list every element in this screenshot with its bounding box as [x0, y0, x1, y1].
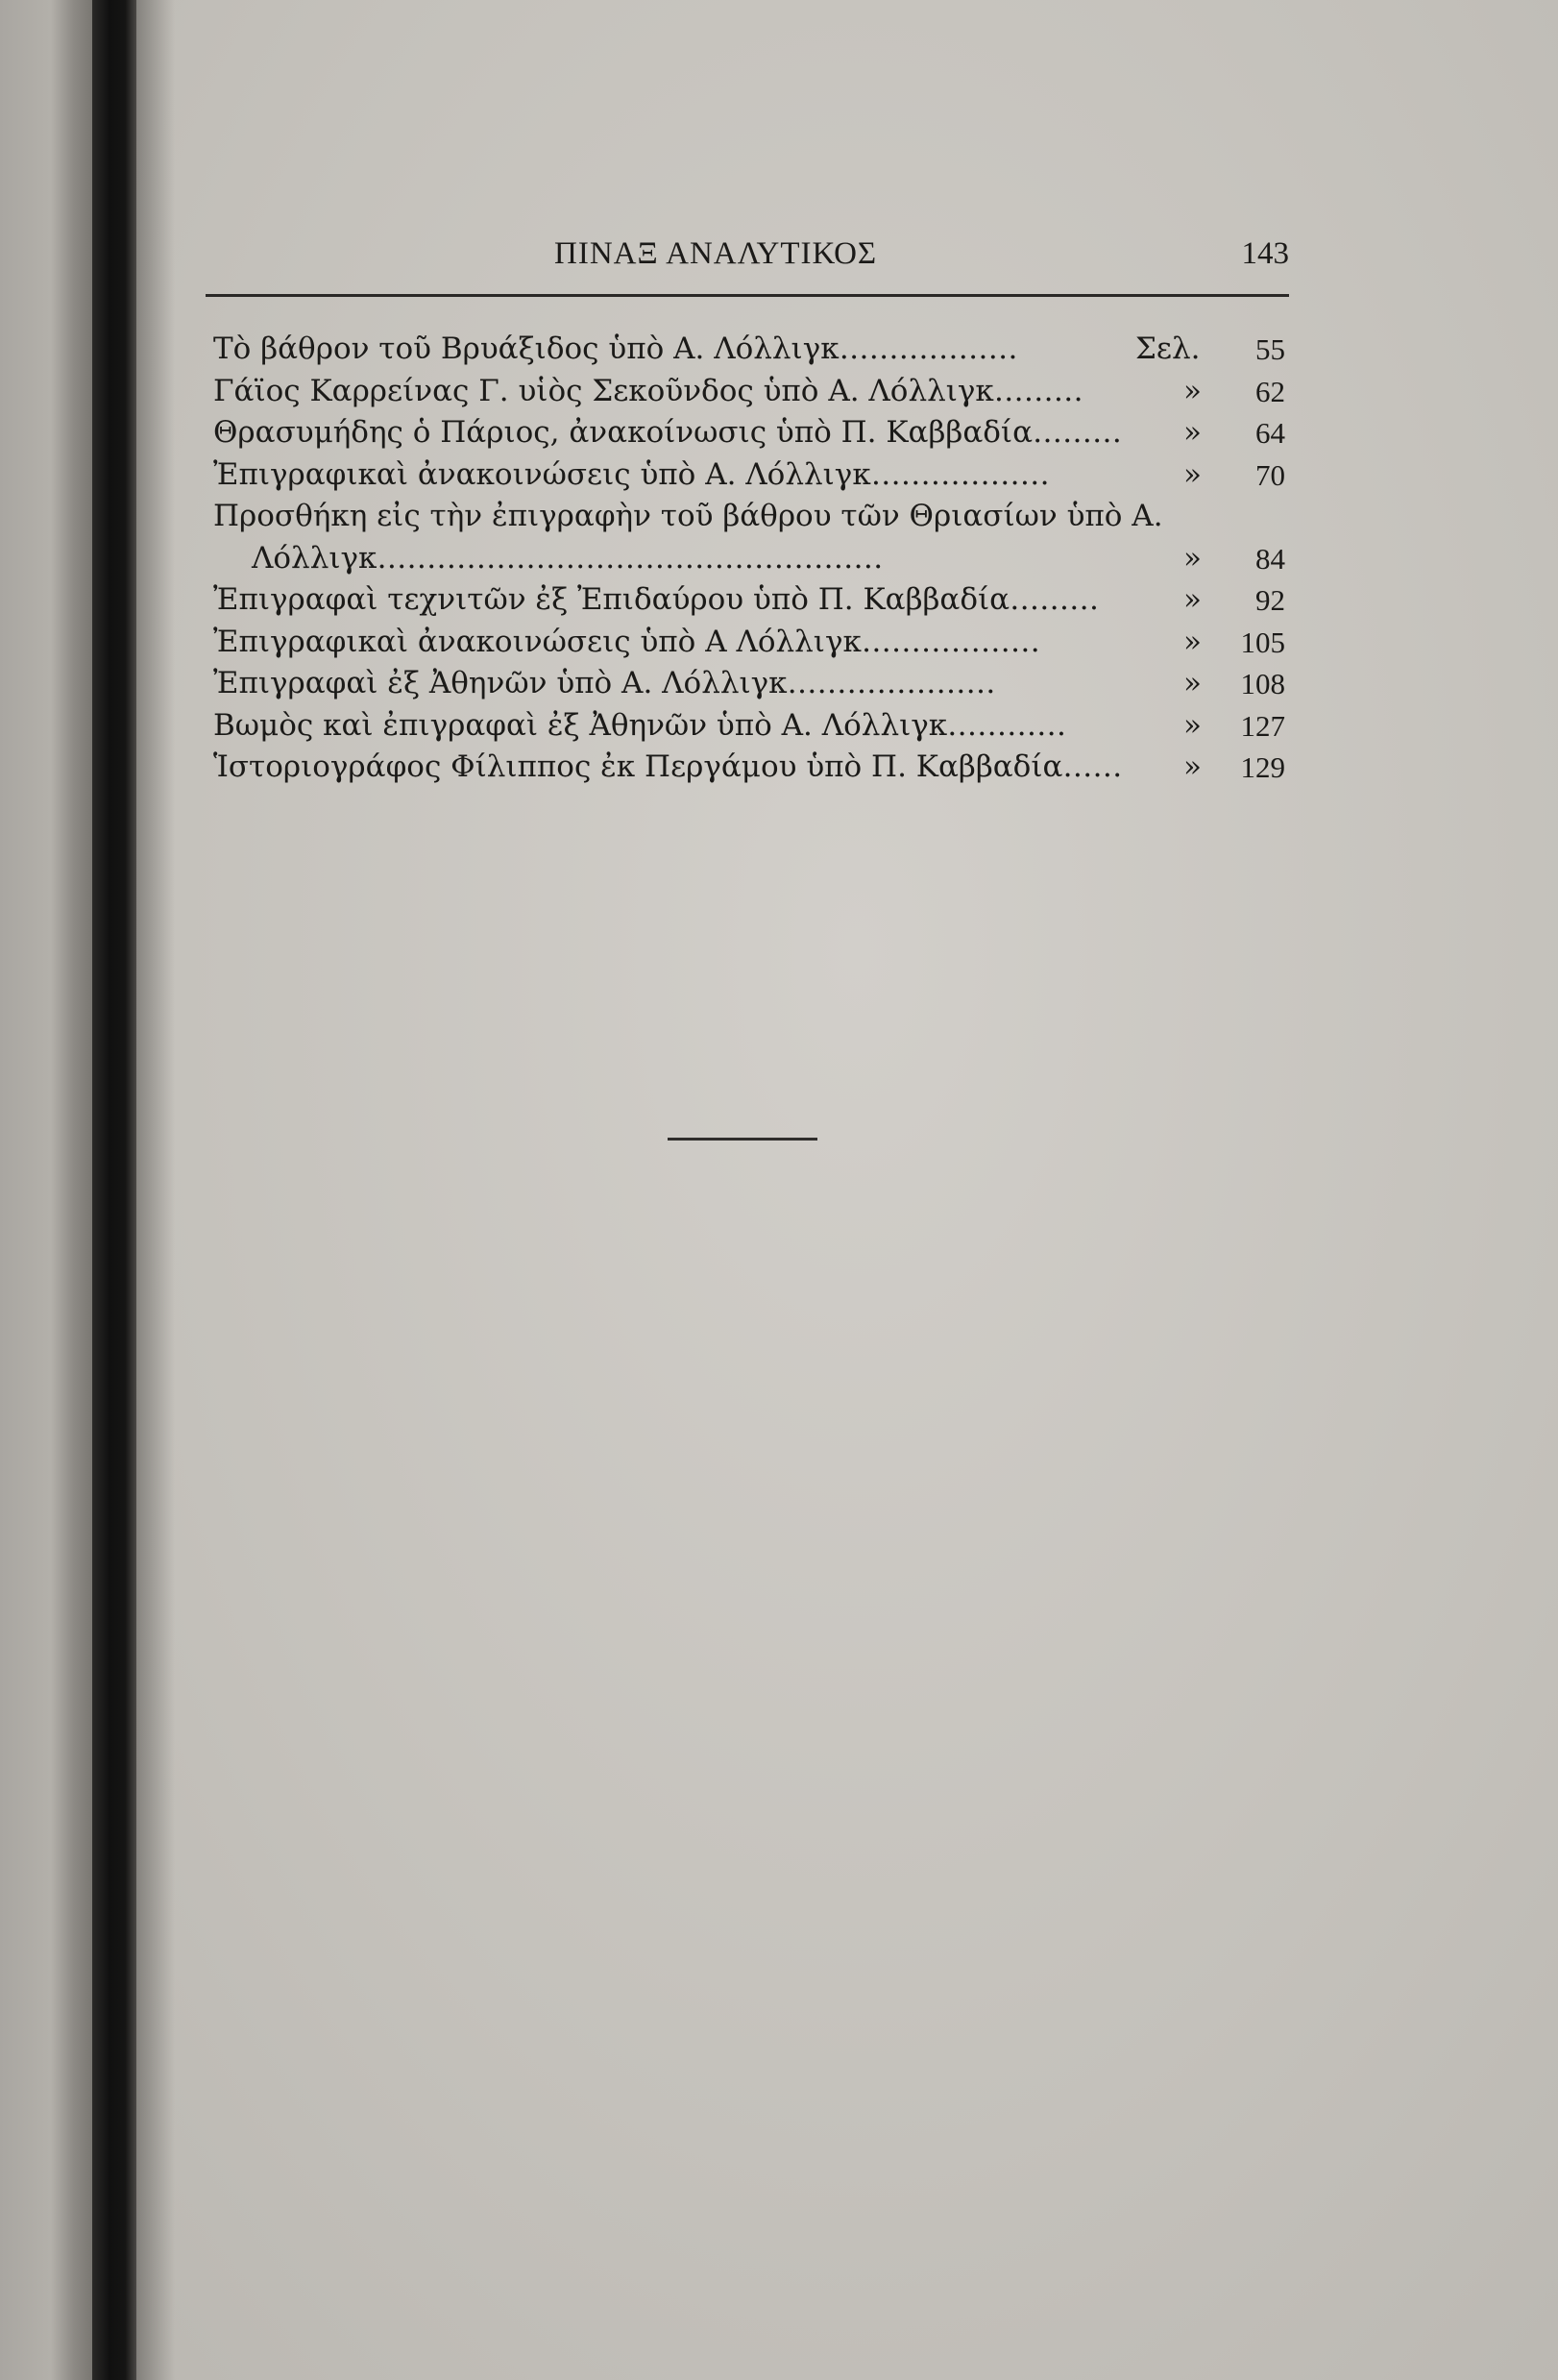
toc-entry-page: 64	[1255, 416, 1285, 450]
toc-entry-page: 127	[1240, 708, 1285, 743]
page-title: ΠΙΝΑΞ ΑΝΑΛΥΤΙΚΟΣ	[554, 236, 878, 271]
toc-entry-page: 84	[1255, 541, 1285, 576]
toc-entry-ditto: »	[1183, 373, 1202, 408]
toc-entry	[213, 371, 1289, 413]
toc-entry	[213, 663, 1289, 705]
table-of-contents	[213, 329, 1289, 789]
toc-entry	[213, 496, 1289, 538]
toc-entry-ditto: »	[1183, 415, 1202, 450]
toc-entry-ditto: »	[1183, 707, 1202, 743]
toc-entry-page: 105	[1240, 625, 1285, 659]
toc-entry-page: 70	[1255, 457, 1285, 492]
toc-entry-ditto: Σελ.	[1135, 331, 1201, 366]
toc-entry	[213, 329, 1289, 371]
toc-entry-title: Ἐπιγραφαὶ τεχνιτῶν ἐξ Ἐπιδαύρου ὑπὸ Π. Καββαδία………	[213, 582, 1100, 617]
toc-entry-ditto: »	[1183, 582, 1202, 617]
toc-entry-page: 92	[1255, 583, 1285, 617]
toc-entry-ditto: »	[1183, 749, 1202, 784]
toc-entry	[213, 538, 1289, 580]
header-rule	[206, 294, 1289, 297]
toc-entry-ditto: »	[1183, 540, 1202, 576]
book-spine	[92, 0, 136, 2380]
toc-entry-title: Ἱστοριογράφος Φίλιππος ἐκ Περγάμου ὑπὸ Π. Καββαδία……	[213, 749, 1123, 784]
toc-entry	[213, 747, 1289, 789]
toc-entry-page: 62	[1255, 374, 1285, 408]
page-number: 143	[1241, 236, 1289, 271]
toc-entry	[213, 412, 1289, 454]
spine-shadow	[136, 0, 175, 2380]
toc-entry-page: 108	[1240, 667, 1285, 700]
toc-entry-title: Τὸ βάθρον τοῦ Βρυάξιδος ὑπὸ Α. Λόλλιγκ………………	[213, 331, 1018, 366]
toc-entry-title: Ἐπιγραφικαὶ ἀνακοινώσεις ὑπὸ Α Λόλλιγκ………………	[213, 624, 1040, 659]
toc-entry-ditto: »	[1183, 666, 1202, 700]
page-header	[204, 236, 1289, 284]
toc-entry	[213, 622, 1289, 664]
toc-entry-ditto: »	[1183, 456, 1202, 492]
toc-entry	[213, 454, 1289, 497]
toc-entry	[213, 705, 1289, 748]
toc-entry-ditto: »	[1183, 624, 1202, 659]
facing-page-edge	[0, 0, 92, 2380]
toc-entry-title: Θρασυμήδης ὁ Πάριος, ἀνακοίνωσις ὑπὸ Π. Καββαδία………	[213, 415, 1123, 450]
toc-entry-title: Λόλλιγκ……………………………………………	[252, 540, 884, 576]
toc-entry	[213, 579, 1289, 622]
end-rule	[668, 1138, 817, 1141]
toc-entry-title: Ἐπιγραφικαὶ ἀνακοινώσεις ὑπὸ Α. Λόλλιγκ………………	[213, 456, 1050, 492]
toc-entry-page: 55	[1255, 332, 1285, 366]
toc-entry-page: 129	[1240, 750, 1285, 784]
toc-entry-title: Βωμὸς καὶ ἐπιγραφαὶ ἐξ Ἀθηνῶν ὑπὸ Α. Λόλλιγκ…………	[213, 707, 1067, 743]
toc-entry-title: Γάϊος Καρρείνας Γ. υἱὸς Σεκοῦνδος ὑπὸ Α. Λόλλιγκ………	[213, 373, 1083, 408]
toc-entry-title: Ἐπιγραφαὶ ἐξ Ἀθηνῶν ὑπὸ Α. Λόλλιγκ…………………	[213, 666, 996, 700]
toc-entry-title: Προσθήκη εἰς τὴν ἐπιγραφὴν τοῦ βάθρου τῶν Θριασίων ὑπὸ Α.	[213, 499, 1163, 533]
